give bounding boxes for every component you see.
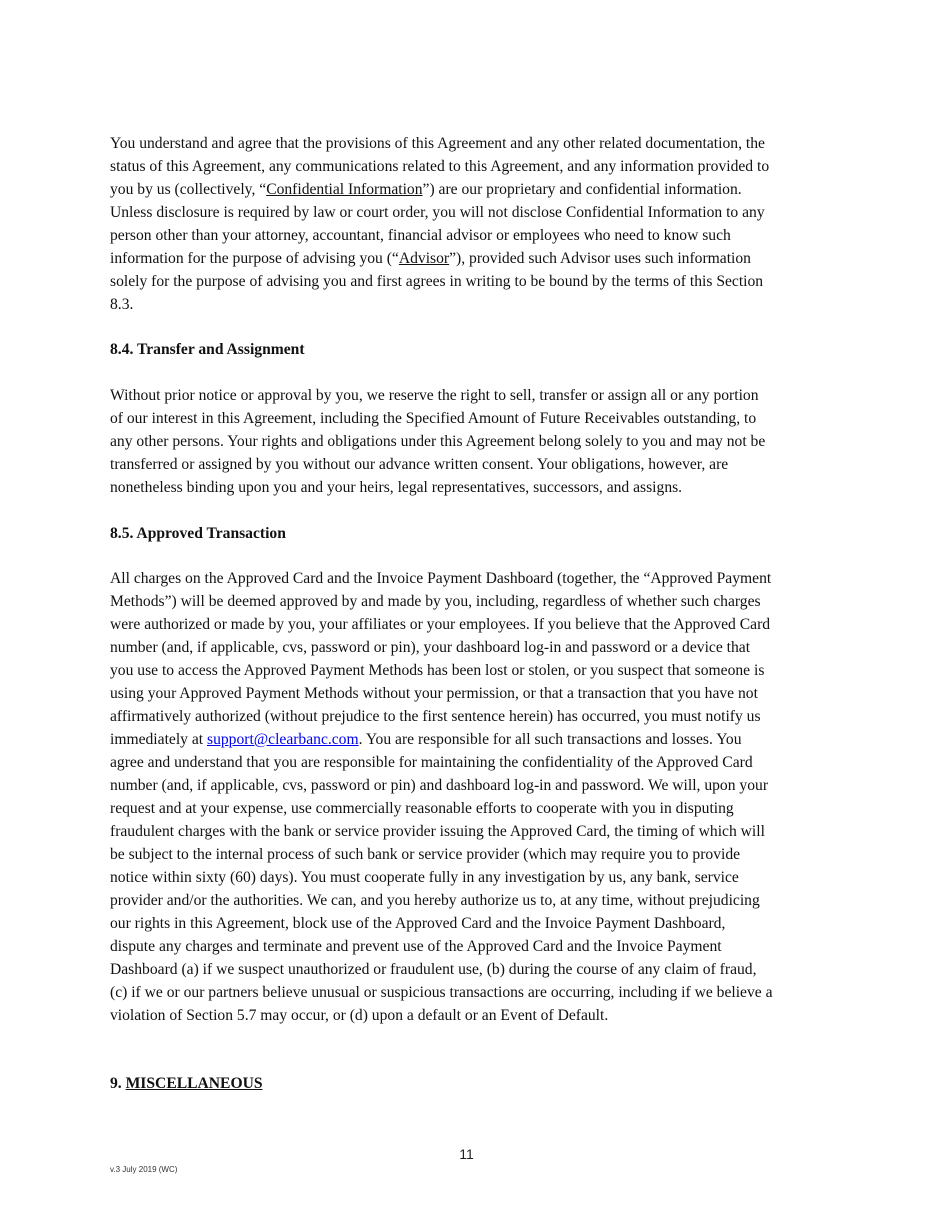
text-line (110, 178, 769, 201)
text-fragment: you by us (collectively, “ (110, 181, 267, 198)
text-line: Dashboard (a) if we suspect unauthorized or fraudulent use, (b) during the course of any claim of fraud, (110, 961, 757, 978)
text-line: were authorized or made by you, your affiliates or your employees. If you believe that the Approved Card (110, 616, 771, 633)
section-number: 9. (110, 1075, 126, 1092)
text-line: number (and, if applicable, cvs, password or pin) and dashboard log-in and password. We will, upon your (110, 777, 769, 794)
text-line: provider and/or the authorities. We can, and you hereby authorize us to, at any time, without prejudicing (110, 892, 760, 909)
defined-term-advisor: Advisor (398, 250, 450, 267)
text-line (110, 728, 773, 751)
text-line: 8.3. (110, 296, 134, 313)
transfer-assignment-paragraph (110, 384, 765, 499)
text-line: (c) if we or our partners believe unusual or suspicious transactions are occurring, including if we believe a (110, 984, 773, 1001)
text-fragment: information for the purpose of advising you (“ (110, 250, 399, 267)
version-footer: v.3 July 2019 (WC) (110, 1165, 178, 1174)
text-line: status of this Agreement, any communications related to this Agreement, and any information provided to (110, 158, 770, 175)
text-fragment: . You are responsible for all such transactions and losses. You (358, 731, 742, 748)
text-line: of our interest in this Agreement, including the Specified Amount of Future Receivables outstanding, to (110, 410, 757, 427)
text-line: nonetheless binding upon you and your heirs, legal representatives, successors, and assigns. (110, 479, 683, 496)
text-line: You understand and agree that the provisions of this Agreement and any other related documentation, the (110, 135, 765, 152)
text-line: our rights in this Agreement, block use of the Approved Card and the Invoice Payment Dashboard, (110, 915, 726, 932)
text-line: using your Approved Payment Methods without your permission, or that a transaction that you have not (110, 685, 758, 702)
section-title: MISCELLANEOUS (125, 1075, 263, 1092)
text-fragment: ”) are our proprietary and confidential information. (422, 181, 742, 198)
section-heading-8-4: 8.4. Transfer and Assignment (110, 341, 305, 358)
text-fragment: immediately at (110, 731, 207, 748)
text-line: solely for the purpose of advising you and first agrees in writing to be bound by the terms of this Section (110, 273, 764, 290)
text-line: dispute any charges and terminate and prevent use of the Approved Card and the Invoice Payment (110, 938, 722, 955)
text-line: transferred or assigned by you without our advance written consent. Your obligations, however, are (110, 456, 729, 473)
text-line: fraudulent charges with the bank or service provider issuing the Approved Card, the timing of which will (110, 823, 765, 840)
section-heading-9 (110, 1072, 263, 1095)
text-line: Unless disclosure is required by law or court order, you will not disclose Confidential Information to any (110, 204, 765, 221)
support-email-link[interactable]: support@clearbanc.com (207, 731, 359, 748)
defined-term-confidential-information: Confidential Information (266, 181, 423, 198)
text-line: be subject to the internal process of such bank or service provider (which may require you to provide (110, 846, 741, 863)
text-line: violation of Section 5.7 may occur, or (d) upon a default or an Event of Default. (110, 1007, 609, 1024)
confidentiality-paragraph (110, 132, 769, 316)
text-line: number (and, if applicable, cvs, password or pin), your dashboard log-in and password or a device that (110, 639, 751, 656)
page-number: 11 (459, 1146, 474, 1162)
text-line: request and at your expense, use commercially reasonable efforts to cooperate with you in disputing (110, 800, 734, 817)
text-line: notice within sixty (60) days). You must cooperate fully in any investigation by us, any bank, service (110, 869, 739, 886)
section-heading-8-5: 8.5. Approved Transaction (110, 525, 286, 542)
text-line: any other persons. Your rights and obligations under this Agreement belong solely to you and may not be (110, 433, 766, 450)
text-fragment: ”), provided such Advisor uses such information (449, 250, 751, 267)
text-line: All charges on the Approved Card and the Invoice Payment Dashboard (together, the “Approved Payment (110, 570, 772, 587)
text-line: affirmatively authorized (without prejudice to the first sentence herein) has occurred, you must notify us (110, 708, 761, 725)
text-line: agree and understand that you are responsible for maintaining the confidentiality of the Approved Card (110, 754, 753, 771)
text-line: Methods”) will be deemed approved by and made by you, including, regardless of whether such charges (110, 593, 761, 610)
text-line: you use to access the Approved Payment Methods has been lost or stolen, or you suspect that someone is (110, 662, 765, 679)
approved-transaction-paragraph (110, 567, 773, 1027)
text-line: person other than your attorney, accountant, financial advisor or employees who need to know such (110, 227, 731, 244)
text-line (110, 247, 769, 270)
text-line: Without prior notice or approval by you, we reserve the right to sell, transfer or assign all or any portion (110, 387, 759, 404)
